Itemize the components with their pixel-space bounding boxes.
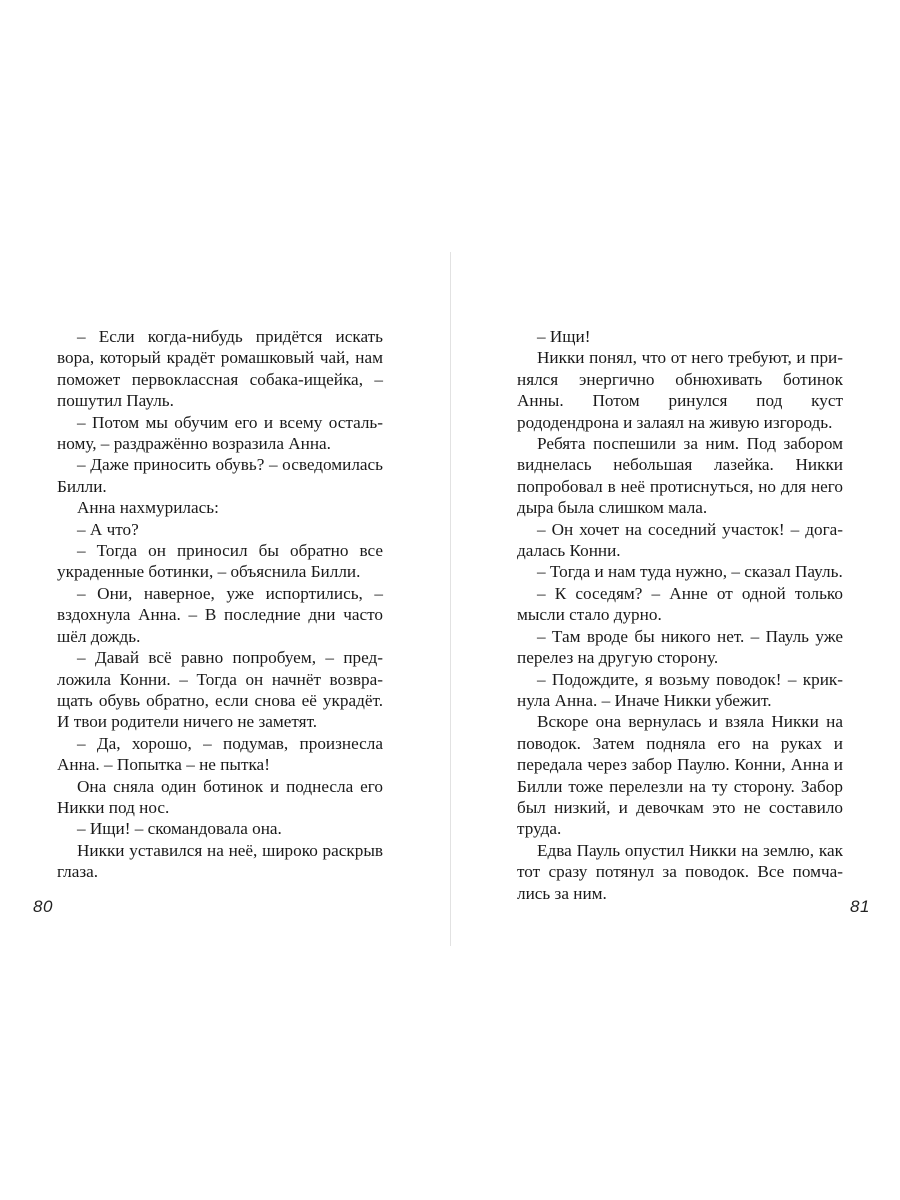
right-page [517,326,843,904]
paragraph: – Он хочет на соседний участок! – догадалась Конни. [517,519,843,561]
paragraph: Анна нахмурилась: [77,498,219,518]
paragraph: – Ищи! – скомандовала она. [77,819,282,839]
paragraph: Она сняла один ботинок и поднесла его Никки под нос. [57,776,383,817]
paragraph: – Да, хорошо, – подумав, произнесла Анна. – Попытка – не пытка! [57,733,383,775]
paragraph: – Потом мы обучим его и всему остальному, – раздражённо возразила Анна. [57,412,383,454]
paragraph: – Там вроде бы никого нет. – Пауль уже перелез на другую сторону. [517,626,843,668]
paragraph: Ребята поспешили за ним. Под забором виднелась небольшая лазейка. Никки попробовал в неё протиснуться, но для него дыра была слишком мала. [517,434,843,518]
page-number-left: 80 [33,897,53,916]
page-number-right: 81 [850,897,870,916]
paragraph: Никки понял, что от него требуют, и принялся энергично обнюхивать ботинок Анны. Потом ринулся под куст рододендрона и залаял на живую изгородь. [517,348,843,432]
paragraph: – Даже приносить обувь? – осведомилась Билли. [57,455,383,496]
paragraph: Едва Пауль опустил Никки на землю, как тот сразу потянул за поводок. Все помчались за ним. [517,840,843,903]
paragraph: – Ищи! [537,327,591,346]
paragraph: Вскоре она вернулась и взяла Никки на поводок. Затем подняла его на руках и передала через забор Паулю. Конни, Анна и Билли тоже перелезли на ту сторону. Забор был низкий, и девочкам это не составило труда. [517,712,843,839]
paragraph: – Тогда и нам туда нужно, – сказал Пауль. [537,562,843,582]
paragraph: – Если когда-нибудь придётся искать вора, который крадёт ромашковый чай, нам поможет первоклассная собака-ищейка, – пошутил Пауль. [57,327,383,411]
paragraph: – К соседям? – Анне от одной только мысли стало дурно. [517,583,843,625]
paragraph: – Подождите, я возьму поводок! – крикнула Анна. – Иначе Никки убежит. [517,669,843,710]
gutter-divider [450,252,451,946]
paragraph: – Тогда он приносил бы обратно все украденные ботинки, – объяснила Билли. [57,541,383,582]
paragraph: – А что? [77,519,139,539]
paragraph: – Давай всё равно попробуем, – предложила Конни. – Тогда он начнёт возвращать обувь обратно, если снова её украдёт. И твои родители ничего не заметят. [57,648,383,732]
paragraph: – Они, наверное, уже испортились, – вздохнула Анна. – В последние дни часто шёл дождь. [57,583,383,646]
paragraph: Никки уставился на неё, широко раскрыв глаза. [57,840,383,882]
left-page [57,326,383,883]
